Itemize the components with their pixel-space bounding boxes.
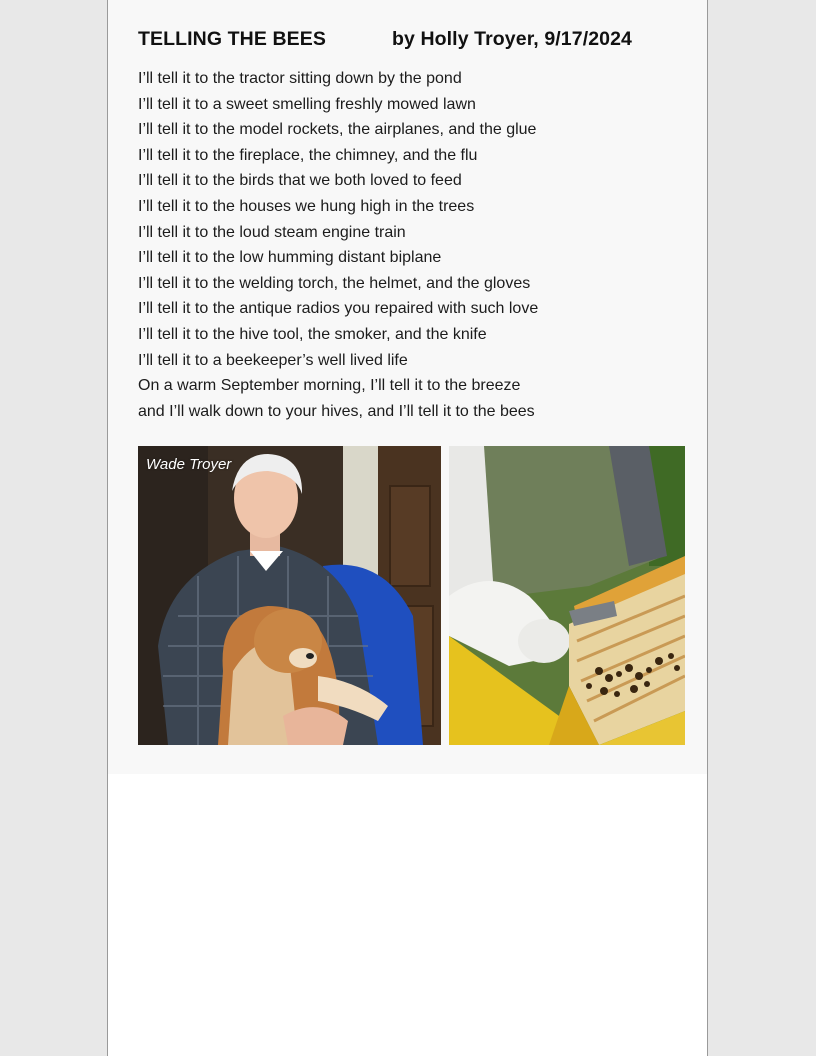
poem-line: I’ll tell it to the tractor sitting down by the pond [138, 70, 462, 87]
poem-line: and I’ll walk down to your hives, and I’ll tell it to the bees [138, 402, 535, 420]
poem-title: TELLING THE BEES [138, 28, 326, 50]
poem-line: I’ll tell it to the model rockets, the airplanes, and the glue [138, 121, 537, 139]
poem-line: I’ll tell it to the loud steam engine train [138, 223, 406, 241]
poem-line: I’ll tell it to the fireplace, the chimney, and the flu [138, 146, 478, 164]
poem-byline: by Holly Troyer, 9/17/2024 [392, 28, 632, 50]
poem-line: I’ll tell it to the welding torch, the helmet, and the gloves [138, 274, 531, 292]
poem-line: On a warm September morning, I’ll tell it to the breeze [138, 377, 521, 395]
poem-line: I’ll tell it to the antique radios you repaired with such love [138, 300, 539, 318]
poem-card [108, 0, 707, 774]
poem-line: I’ll tell it to a sweet smelling freshly mowed lawn [138, 95, 476, 113]
poem-line: I’ll tell it to the hive tool, the smoker, and the knife [138, 325, 487, 343]
document-page [107, 0, 708, 1056]
beehive-photo [449, 446, 685, 745]
poem-line: I’ll tell it to the birds that we both loved to feed [138, 172, 462, 190]
poem-line: I’ll tell it to the low humming distant biplane [138, 249, 442, 267]
portrait-photo [138, 446, 441, 745]
poem-line: I’ll tell it to the houses we hung high in the trees [138, 197, 475, 215]
photo-caption: Wade Troyer [146, 456, 232, 473]
poem-line: I’ll tell it to a beekeeper’s well lived life [138, 351, 408, 369]
poem-body [138, 66, 538, 424]
